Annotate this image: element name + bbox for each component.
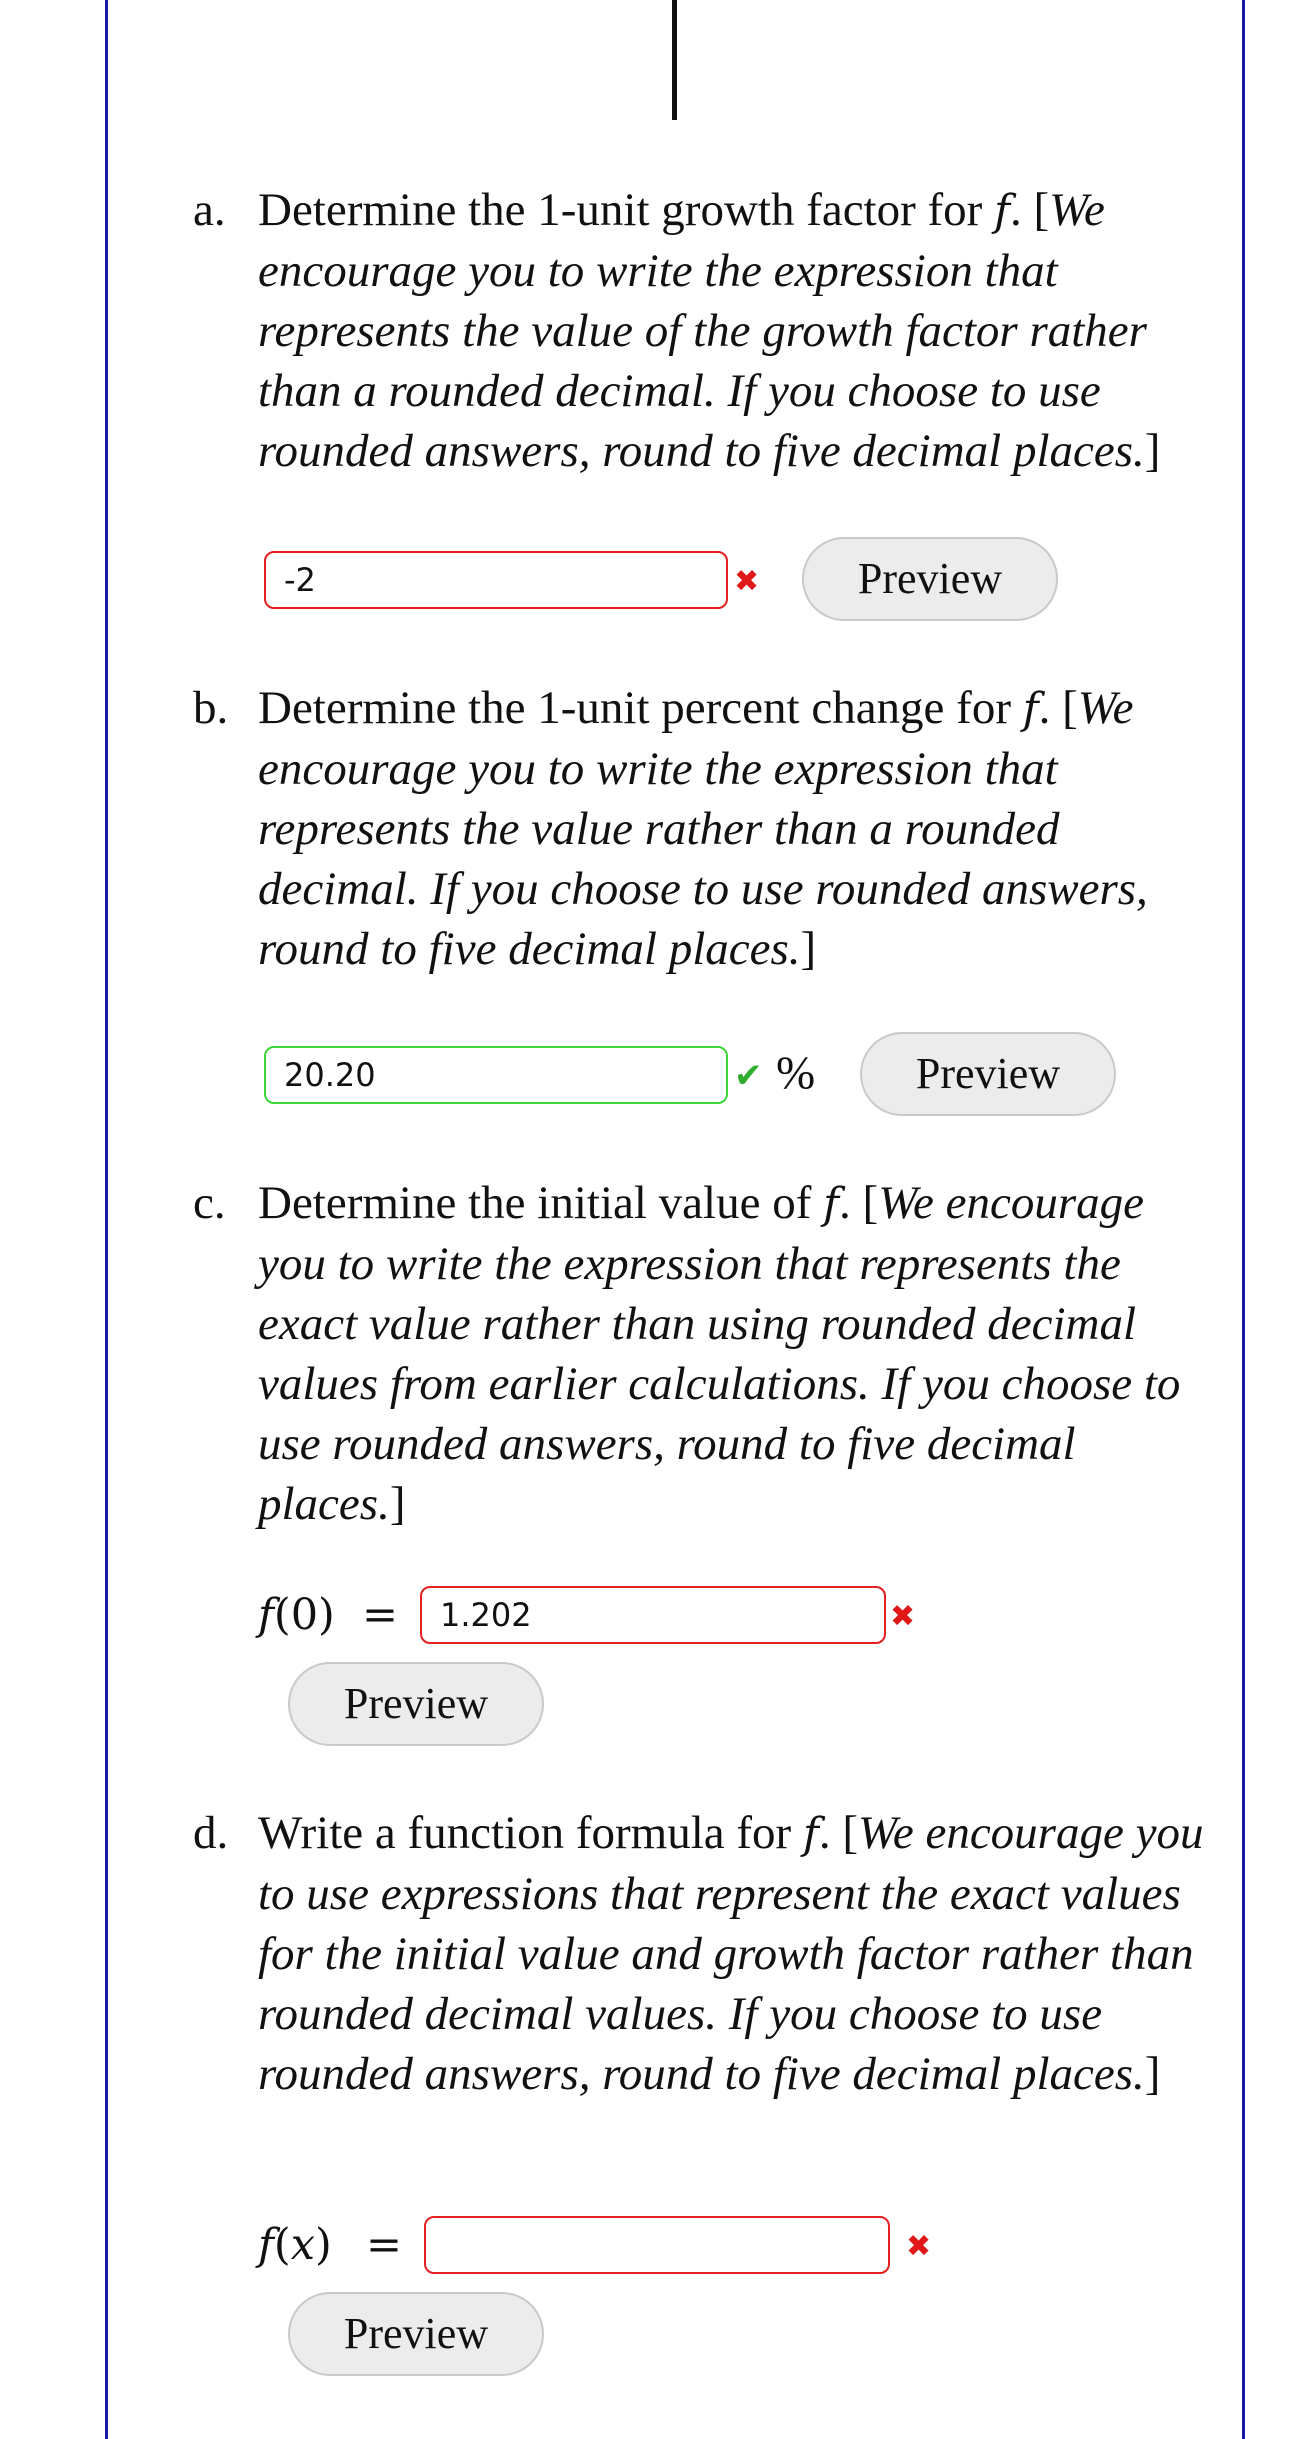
part-c-equation-lhs: f(0) [258, 1590, 335, 1640]
part-b-prompt: Determine the 1-unit percent change for f. [We encourage you to write the expression that represents the value rather than a rounded decimal. If you choose to use rounded answers, round to five decimal places.] [258, 682, 1148, 975]
incorrect-icon: ✖ [890, 1599, 916, 1634]
part-d-note: We encourage you to use expressions that represent the exact values for the initial value and growth factor rather than rounded decimal values. If you choose to use rounded answers, round to five decimal places. [258, 1807, 1204, 2100]
part-c-prompt: Determine the initial value of f. [We encourage you to write the expression that represents the exact value rather than using rounded decimal values from earlier calculations. If you choose to use rounded answers, round to five decimal places.] [258, 1177, 1181, 1530]
part-c-note: We encourage you to write the expression that represents the exact value rather than using rounded decimal values from earlier calculations. If you choose to use rounded answers, round to five decimal places. [258, 1177, 1181, 1530]
part-b-label: b. [193, 682, 229, 734]
part-d-equals-sign: = [366, 2220, 403, 2270]
part-b-answer-input[interactable] [264, 1046, 728, 1104]
part-a-note: We encourage you to write the expression that represents the value of the growth factor rather than a rounded decimal. If you choose to use rounded answers, round to five decimal places. [258, 184, 1147, 477]
part-d-answer-input[interactable] [424, 2216, 890, 2274]
content-frame-right-border [1242, 0, 1245, 2439]
part-c-answer-input[interactable] [420, 1586, 886, 1644]
part-a-preview-button[interactable]: Preview [802, 537, 1058, 621]
part-a-prompt: Determine the 1-unit growth factor for f. [We encourage you to write the expression that represents the value of the growth factor rather than a rounded decimal. If you choose to use rounded answers, round to five decimal places.] [258, 184, 1161, 477]
incorrect-icon: ✖ [906, 2229, 932, 2264]
part-d-prompt: Write a function formula for f. [We encourage you to use expressions that represent the exact values for the initial value and growth factor rather than rounded decimal values. If you choose to use rounded answers, round to five decimal places.] [258, 1807, 1204, 2100]
part-c-label: c. [193, 1177, 226, 1229]
text-cursor-bar [672, 0, 677, 120]
content-frame-left-border [105, 0, 108, 2439]
part-a-label: a. [193, 184, 226, 236]
correct-checkmark-icon: ✔ [734, 1056, 763, 1096]
part-d-preview-button[interactable]: Preview [288, 2292, 544, 2376]
part-d-label: d. [193, 1807, 229, 1859]
part-a-answer-input[interactable] [264, 551, 728, 609]
part-d-equation-lhs: f(x) [258, 2220, 332, 2270]
part-b-note: We encourage you to write the expression that represents the value rather than a rounded decimal. If you choose to use rounded answers, round to five decimal places. [258, 682, 1148, 975]
part-c-equals-sign: = [362, 1590, 399, 1640]
part-b-preview-button[interactable]: Preview [860, 1032, 1116, 1116]
part-c-preview-button[interactable]: Preview [288, 1662, 544, 1746]
percent-unit-label: % [776, 1047, 816, 1099]
incorrect-icon: ✖ [734, 564, 760, 599]
